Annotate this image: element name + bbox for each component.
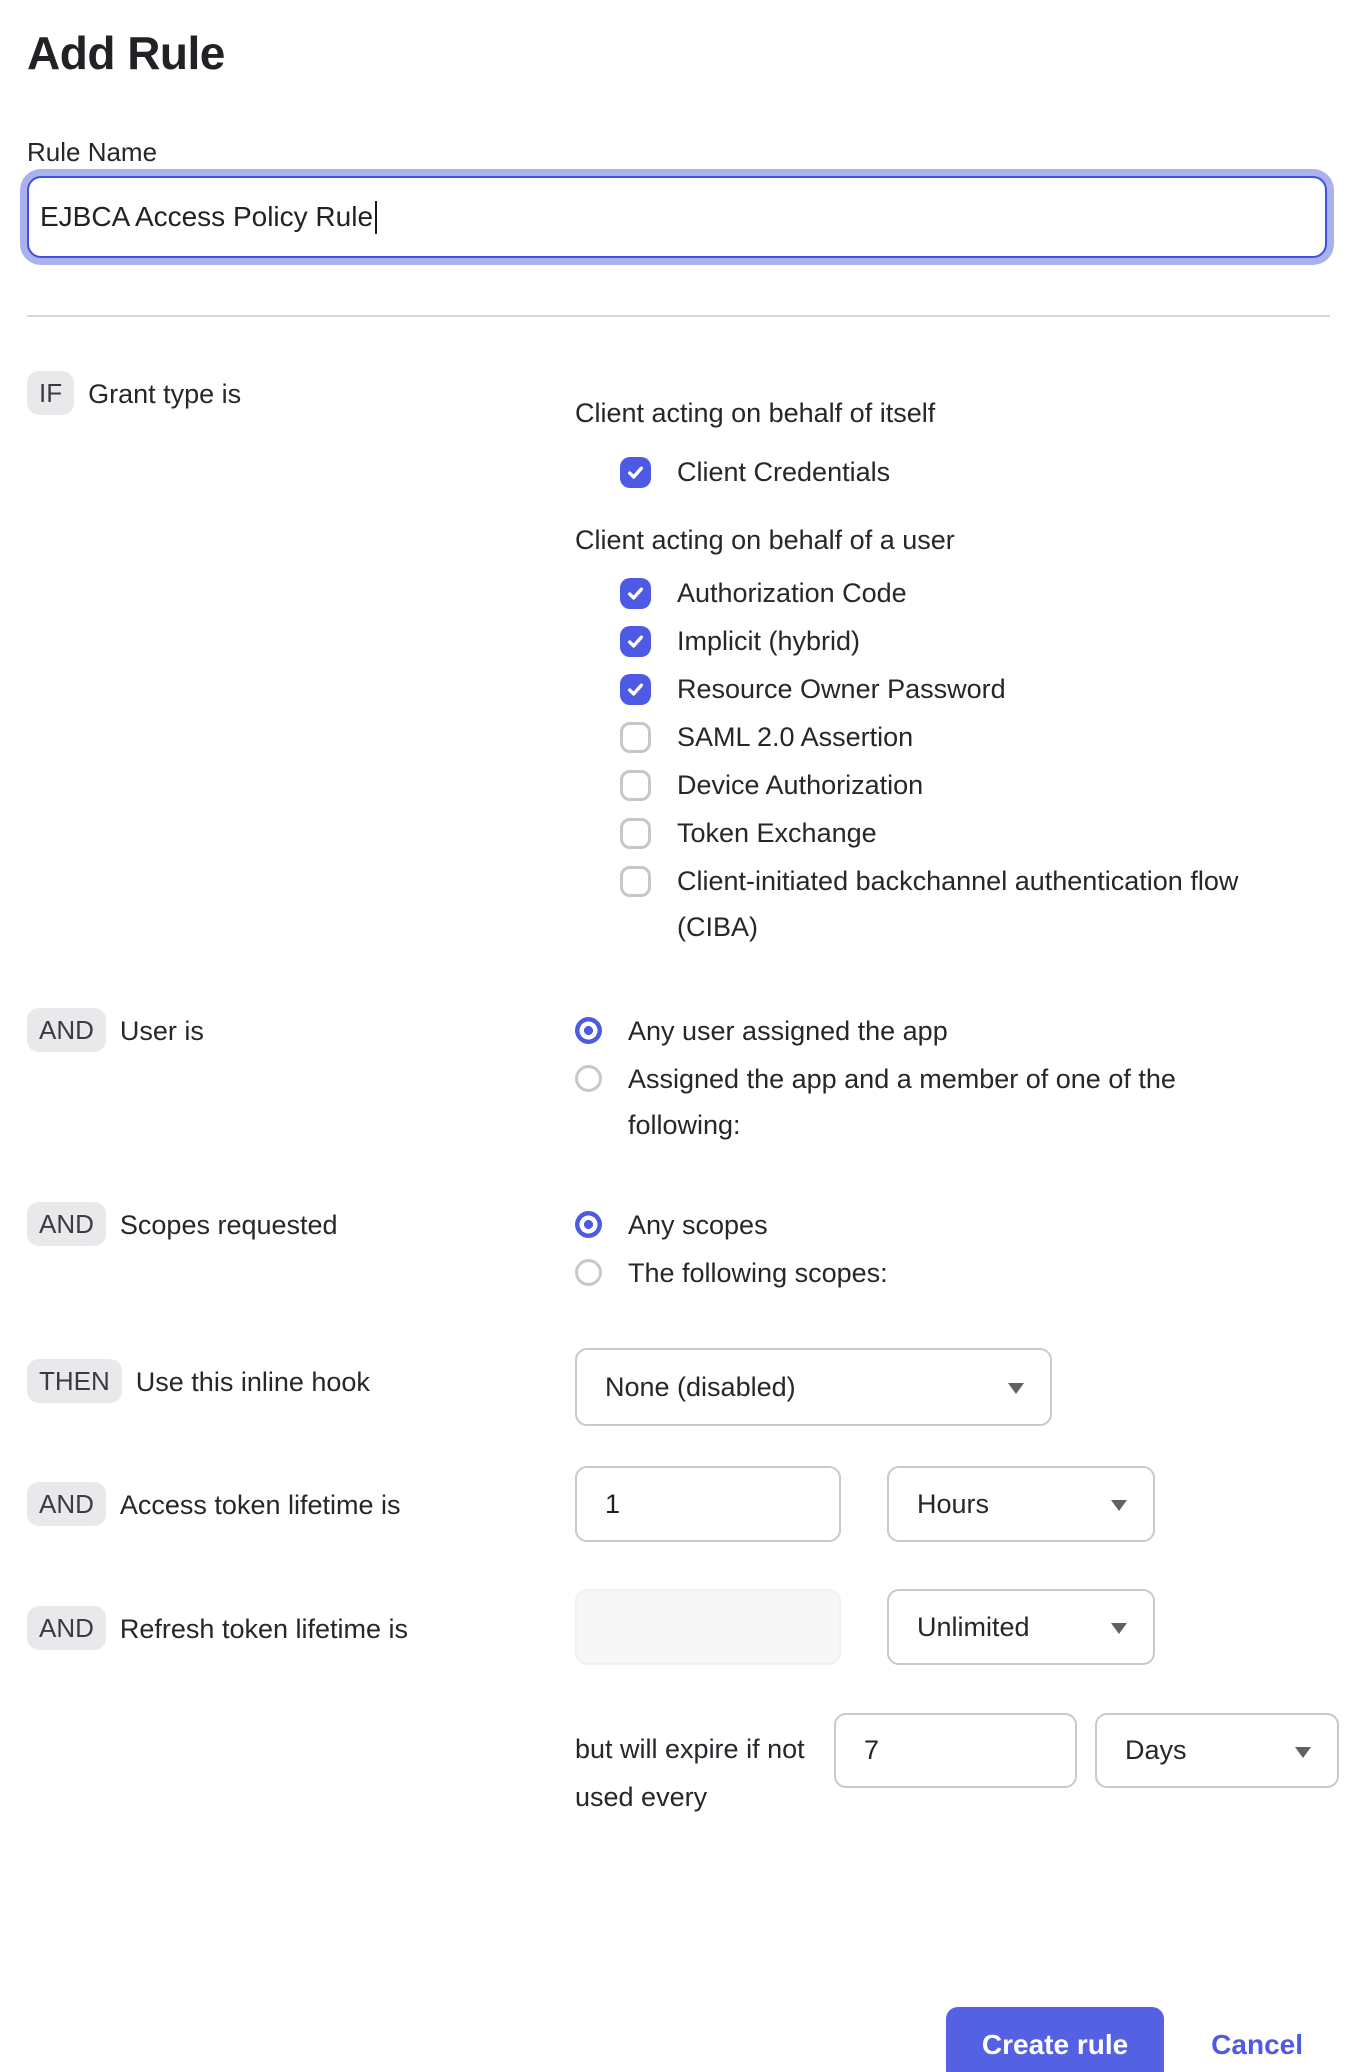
radio-label: Assigned the app and a member of one of the following: xyxy=(628,1064,1176,1140)
grant-option-client-credentials[interactable] xyxy=(620,449,1330,495)
refresh-token-unit-select[interactable] xyxy=(887,1589,1155,1665)
inline-hook-select[interactable] xyxy=(575,1348,1052,1426)
section-inline-hook xyxy=(27,1348,1330,1426)
rule-name-input[interactable] xyxy=(27,176,1327,258)
grant-option-ciba[interactable] xyxy=(620,858,1330,950)
scopes-label: Scopes requested xyxy=(119,1210,338,1240)
expiry-value-input[interactable] xyxy=(834,1713,1077,1788)
create-rule-button[interactable]: Create rule xyxy=(946,2007,1164,2072)
radio-selected-icon[interactable] xyxy=(575,1017,602,1044)
rule-name-value: EJBCA Access Policy Rule xyxy=(40,201,374,232)
refresh-token-unit: Unlimited xyxy=(917,1611,1030,1642)
checkbox-label: Client-initiated backchannel authentication flow (CIBA) xyxy=(677,866,1239,942)
access-token-value-input[interactable] xyxy=(575,1466,841,1542)
expiry-unit-select[interactable] xyxy=(1095,1713,1339,1788)
checkbox-unchecked-icon[interactable] xyxy=(620,770,651,801)
user-is-label: User is xyxy=(119,1016,204,1046)
section-grant-type xyxy=(27,371,1330,952)
access-token-unit-select[interactable] xyxy=(887,1466,1155,1542)
chevron-down-icon xyxy=(1111,1500,1127,1511)
radio-unselected-icon[interactable] xyxy=(575,1065,602,1092)
grant-option-authorization-code[interactable] xyxy=(620,570,1330,616)
section-user-is xyxy=(27,1008,1330,1150)
chevron-down-icon xyxy=(1008,1383,1024,1394)
expiry-label: but will expire if not used every xyxy=(575,1734,805,1812)
user-option-any-user[interactable] xyxy=(575,1008,1330,1054)
checkbox-checked-icon[interactable] xyxy=(620,457,651,488)
checkbox-unchecked-icon[interactable] xyxy=(620,722,651,753)
radio-selected-icon[interactable] xyxy=(575,1211,602,1238)
cancel-button[interactable]: Cancel xyxy=(1211,2029,1303,2060)
checkbox-label: Resource Owner Password xyxy=(677,674,1006,704)
checkbox-checked-icon[interactable] xyxy=(620,578,651,609)
grant-self-heading: Client acting on behalf of itself xyxy=(575,398,936,428)
page-title: Add Rule xyxy=(27,27,225,79)
section-refresh-token xyxy=(27,1589,1330,1665)
divider xyxy=(27,315,1330,317)
checkbox-label: Token Exchange xyxy=(677,818,877,848)
scopes-option-following[interactable] xyxy=(575,1250,1330,1296)
checkbox-unchecked-icon[interactable] xyxy=(620,818,651,849)
radio-label: The following scopes: xyxy=(628,1258,888,1288)
chevron-down-icon xyxy=(1111,1623,1127,1634)
scopes-option-any[interactable] xyxy=(575,1202,1330,1248)
section-scopes xyxy=(27,1202,1330,1298)
inline-hook-value: None (disabled) xyxy=(605,1371,796,1402)
footer-actions xyxy=(0,2007,1350,2072)
checkbox-label: SAML 2.0 Assertion xyxy=(677,722,914,752)
grant-option-implicit[interactable] xyxy=(620,618,1330,664)
grant-option-token-exchange[interactable] xyxy=(620,810,1330,856)
then-badge: THEN xyxy=(27,1359,122,1403)
chevron-down-icon xyxy=(1295,1747,1311,1758)
grant-user-heading: Client acting on behalf of a user xyxy=(575,525,955,555)
and-badge: AND xyxy=(27,1482,106,1526)
checkbox-checked-icon[interactable] xyxy=(620,626,651,657)
section-access-token xyxy=(27,1466,1330,1542)
rule-name-label: Rule Name xyxy=(27,137,158,167)
expiry-value: 7 xyxy=(864,1735,880,1765)
access-token-unit: Hours xyxy=(917,1488,990,1519)
and-badge: AND xyxy=(27,1606,106,1650)
checkbox-checked-icon[interactable] xyxy=(620,674,651,705)
grant-type-label: Grant type is xyxy=(88,379,242,409)
inline-hook-label: Use this inline hook xyxy=(135,1367,370,1397)
user-option-assigned-member[interactable] xyxy=(575,1056,1330,1148)
access-token-label: Access token lifetime is xyxy=(119,1490,401,1520)
refresh-token-label: Refresh token lifetime is xyxy=(119,1614,409,1644)
checkbox-label: Implicit (hybrid) xyxy=(677,626,861,656)
radio-label: Any user assigned the app xyxy=(628,1016,948,1046)
refresh-token-value-input xyxy=(575,1589,841,1665)
and-badge: AND xyxy=(27,1008,106,1052)
access-token-value: 1 xyxy=(605,1488,621,1519)
checkbox-label: Authorization Code xyxy=(677,578,907,608)
if-badge: IF xyxy=(27,371,74,415)
radio-label: Any scopes xyxy=(628,1210,768,1240)
grant-option-resource-owner-password[interactable] xyxy=(620,666,1330,712)
text-cursor xyxy=(375,201,377,234)
grant-option-device-authorization[interactable] xyxy=(620,762,1330,808)
checkbox-unchecked-icon[interactable] xyxy=(620,866,651,897)
section-expiry xyxy=(27,1713,1330,1821)
grant-option-saml-assertion[interactable] xyxy=(620,714,1330,760)
checkbox-label: Device Authorization xyxy=(677,770,924,800)
checkbox-label: Client Credentials xyxy=(677,457,891,487)
expiry-unit: Days xyxy=(1125,1735,1187,1765)
and-badge: AND xyxy=(27,1202,106,1246)
radio-unselected-icon[interactable] xyxy=(575,1259,602,1286)
